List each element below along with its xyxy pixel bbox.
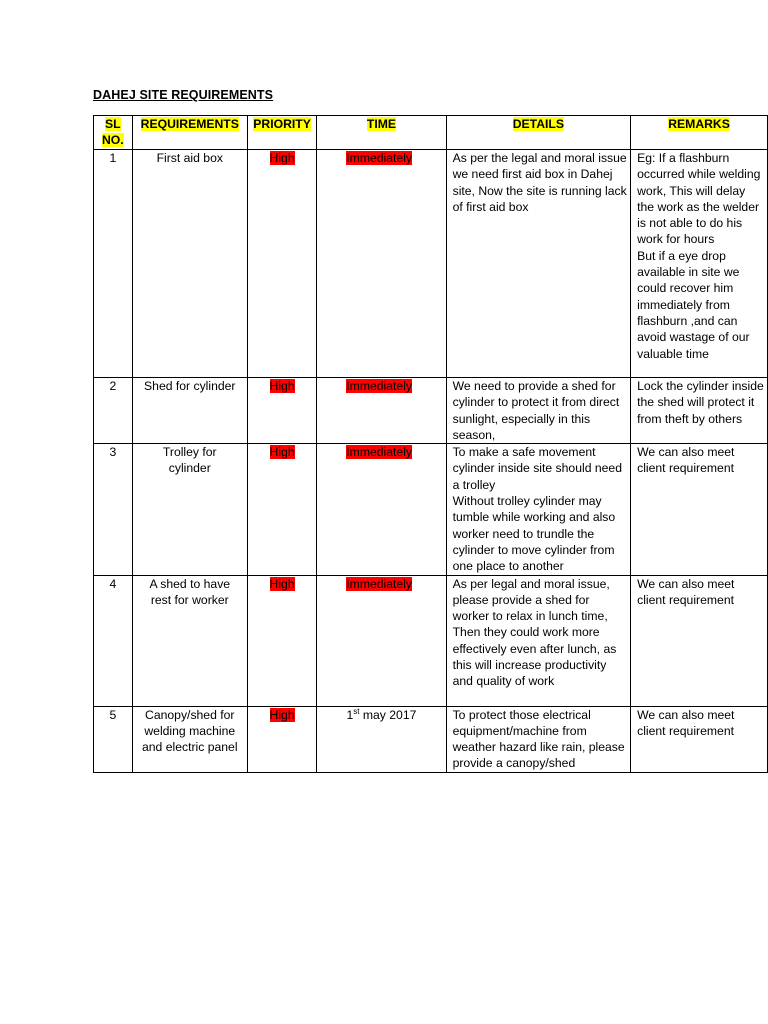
cell-details: To make a safe movement cylinder inside site should need a trolley Without trolley cylinder may tumble while working and also worker need to trundle the cylinder to move cylinder from one place to another xyxy=(446,444,631,575)
cell-time xyxy=(317,444,446,575)
requirements-table xyxy=(93,115,768,773)
cell-priority xyxy=(247,575,316,706)
cell-details: As per the legal and moral issue we need first aid box in Dahej site, Now the site is running lack of first aid box xyxy=(446,150,631,378)
cell-sl: 5 xyxy=(94,706,133,772)
document-title: DAHEJ SITE REQUIREMENTS xyxy=(93,88,274,102)
cell-priority xyxy=(247,444,316,575)
cell-remarks: Lock the cylinder inside the shed will protect it from theft by others xyxy=(631,378,768,444)
time-badge: Immediately xyxy=(346,445,412,460)
cell-sl: 2 xyxy=(94,378,133,444)
cell-requirement: First aid box xyxy=(132,150,247,378)
cell-time xyxy=(317,706,446,772)
cell-remarks: We can also meet client requirement xyxy=(631,575,768,706)
table-row xyxy=(94,706,768,772)
header-sl: SL NO. xyxy=(94,116,133,150)
cell-details: We need to provide a shed for cylinder to protect it from direct sunlight, especially in this season, xyxy=(446,378,631,444)
table-row xyxy=(94,150,768,378)
cell-priority xyxy=(247,378,316,444)
table-row xyxy=(94,378,768,444)
cell-remarks: We can also meet client requirement xyxy=(631,444,768,575)
priority-badge: High xyxy=(269,707,295,722)
table-row xyxy=(94,575,768,706)
time-rest: may 2017 xyxy=(359,707,417,722)
header-remarks: REMARKS xyxy=(631,116,768,150)
time-badge: Immediately xyxy=(346,379,412,393)
cell-requirement: Shed for cylinder xyxy=(132,378,247,444)
cell-requirement: A shed to have rest for worker xyxy=(132,575,247,706)
cell-sl: 3 xyxy=(94,444,133,575)
cell-priority xyxy=(247,150,316,378)
priority-badge: High xyxy=(269,445,295,460)
cell-time xyxy=(317,150,446,378)
header-requirements: REQUIREMENTS xyxy=(132,116,247,150)
cell-priority xyxy=(247,706,316,772)
cell-requirement: Canopy/shed for welding machine and electric panel xyxy=(132,706,247,772)
priority-badge: High xyxy=(269,379,295,393)
priority-badge: High xyxy=(269,151,295,165)
header-details: DETAILS xyxy=(446,116,631,150)
time-day: 1 xyxy=(346,707,354,722)
cell-remarks: We can also meet client requirement xyxy=(631,706,768,772)
cell-details: To protect those electrical equipment/machine from weather hazard like rain, please provide a canopy/shed xyxy=(446,706,631,772)
time-ordinal-suffix: st xyxy=(353,706,360,716)
cell-time xyxy=(317,575,446,706)
table-header-row xyxy=(94,116,768,150)
time-badge: Immediately xyxy=(346,576,412,591)
cell-sl: 4 xyxy=(94,575,133,706)
cell-sl: 1 xyxy=(94,150,133,378)
cell-details: As per legal and moral issue, please provide a shed for worker to relax in lunch time, Then they could work more effectively even after lunch, as this will increase productivity and quality of work xyxy=(446,575,631,706)
cell-time xyxy=(317,378,446,444)
priority-badge: High xyxy=(269,576,295,591)
header-priority: PRIORITY xyxy=(247,116,316,150)
cell-requirement: Trolley for cylinder xyxy=(132,444,247,575)
cell-remarks: Eg: If a flashburn occurred while welding work, This will delay the work as the welder is not able to do his work for hours But if a eye drop available in site we could recover him immediately from flashburn ,and can avoid wastage of our valuable time xyxy=(631,150,768,378)
table-row xyxy=(94,444,768,575)
header-time: TIME xyxy=(317,116,446,150)
time-badge: Immediately xyxy=(346,151,412,165)
